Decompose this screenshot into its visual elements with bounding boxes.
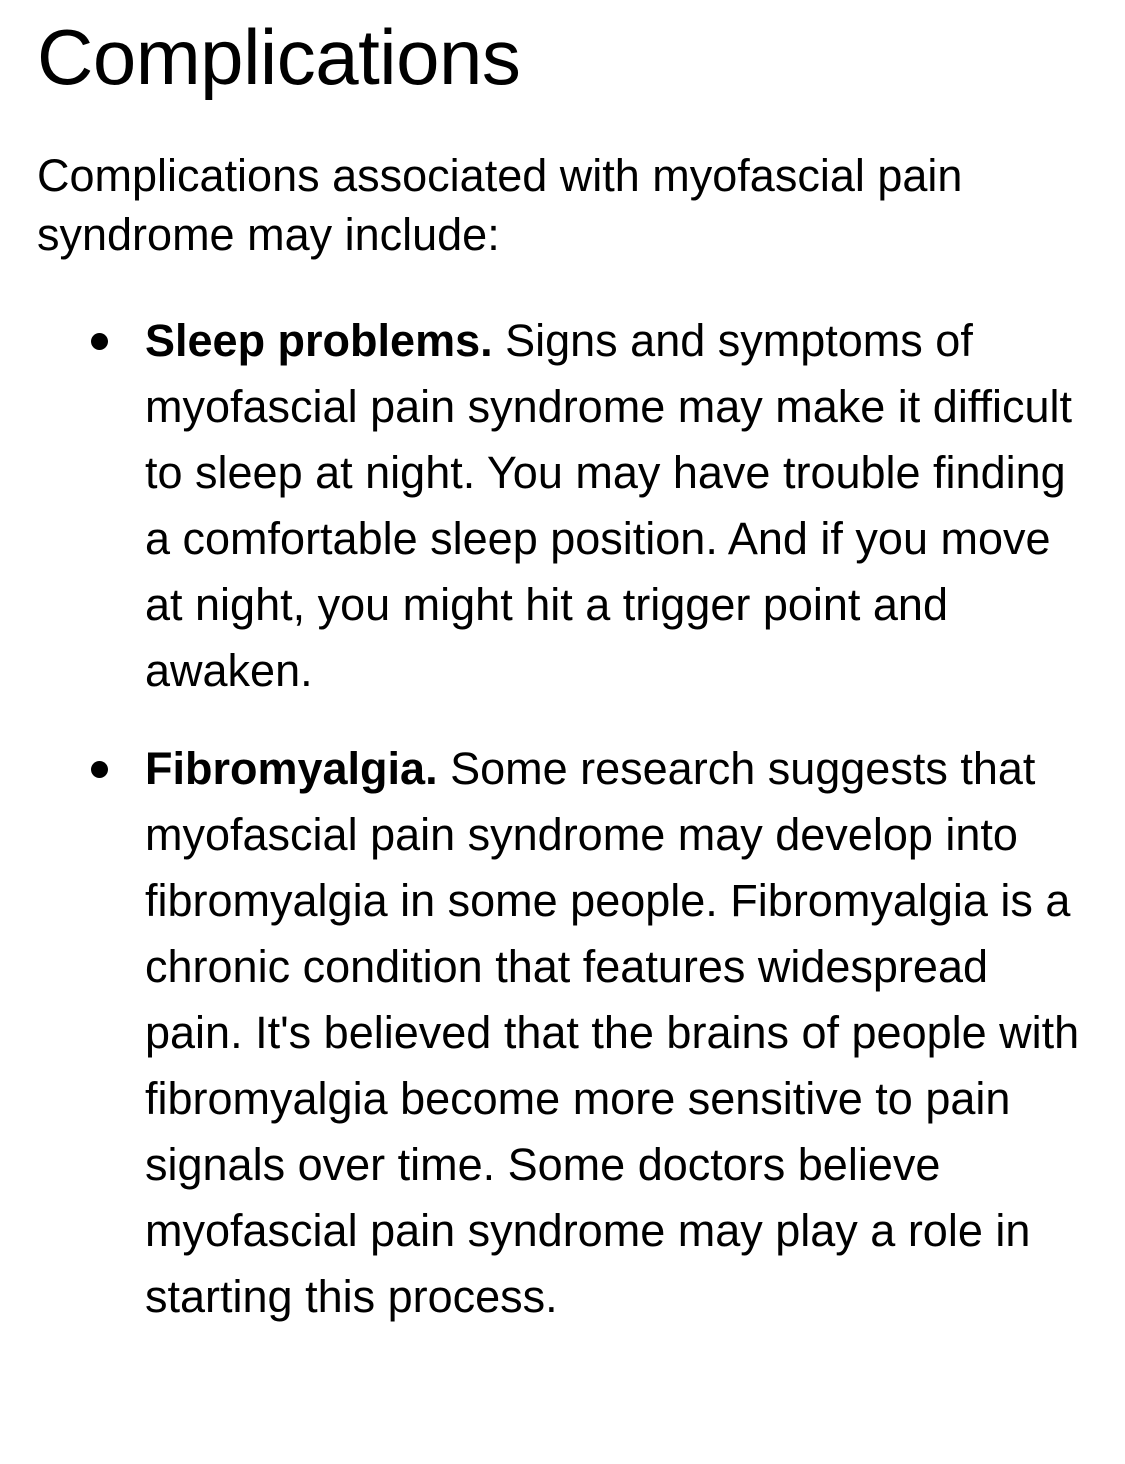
intro-paragraph: Complications associated with myofascial pain syndrome may include: (37, 150, 963, 260)
list-item-sleep-problems (37, 308, 1097, 704)
list-item-text: Signs and symptoms of myofascial pain syndrome may make it difficult to sleep at night. You may have trouble finding a comfortable sleep position. And if you move at night, you might hit a trigger point and awaken. (145, 315, 1073, 696)
list-item-term: Sleep problems. (145, 315, 493, 366)
bullet-icon (91, 333, 108, 350)
complications-list (37, 308, 1097, 1330)
list-item-fibromyalgia (37, 736, 1097, 1330)
article-content (37, 0, 1097, 1362)
section-title: Complications (37, 13, 521, 101)
list-item-term: Fibromyalgia. (145, 743, 438, 794)
bullet-icon (91, 761, 108, 778)
list-item-text: Some research suggests that myofascial pain syndrome may develop into fibromyalgia in some people. Fibromyalgia is a chronic condition that features widespread pain. It's believed that the brains of people with fibromyalgia become more sensitive to pain signals over time. Some doctors believe myofascial pain syndrome may play a role in starting this process. (145, 743, 1080, 1322)
